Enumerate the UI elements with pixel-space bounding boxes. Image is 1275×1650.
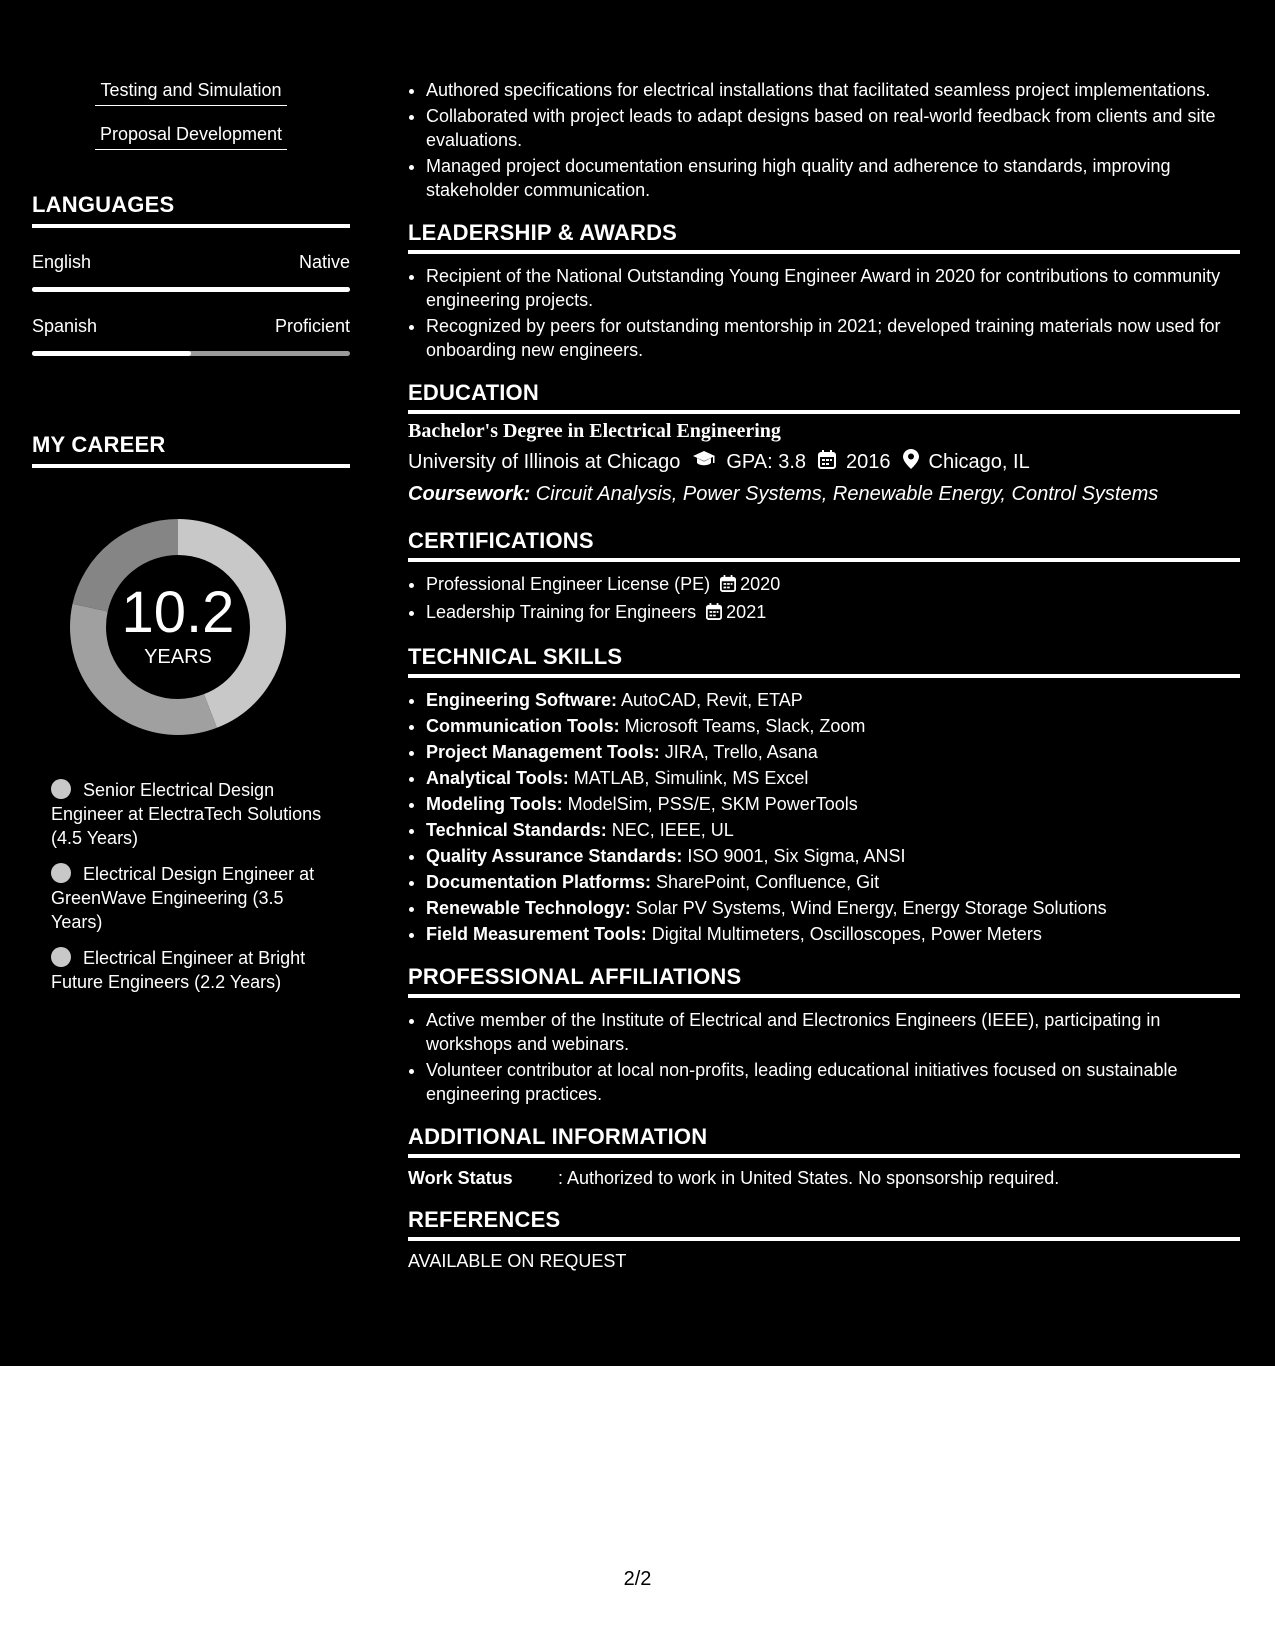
skill-item: Proposal Development <box>95 124 287 150</box>
skill-label: Communication Tools: <box>426 716 620 736</box>
affiliation-item: • Active member of the Institute of Electrical and Electronics Engineers (IEEE), participating in workshops and webinars. <box>426 1008 1240 1056</box>
certification-name: Professional Engineer License (PE) <box>426 574 711 594</box>
skill-label: Field Measurement Tools: <box>426 924 647 944</box>
coursework-list: Circuit Analysis, Power Systems, Renewable Energy, Control Systems <box>530 483 1159 505</box>
references-text: AVAILABLE ON REQUEST <box>408 1251 627 1271</box>
career-item <box>51 946 331 994</box>
award-item: • Recipient of the National Outstanding Young Engineer Award in 2020 for contributions to community engineering projects. <box>426 264 1240 312</box>
career-item-text: Electrical Design Engineer at GreenWave Engineering (3.5 Years) <box>51 864 315 932</box>
technical-skills-heading: TECHNICAL SKILLS <box>408 644 1240 678</box>
additional-info-section <box>408 1124 1240 1189</box>
language-level: Proficient <box>274 316 350 336</box>
career-heading: MY CAREER <box>32 432 350 468</box>
skill-value: Microsoft Teams, Slack, Zoom <box>619 716 866 736</box>
calendar-icon <box>706 602 722 626</box>
certification-item <box>426 600 1240 626</box>
page-number: 2/2 <box>623 1568 652 1590</box>
leadership-heading: LEADERSHIP & AWARDS <box>408 220 1240 254</box>
affiliations-section <box>408 964 1240 1106</box>
career-item <box>51 778 331 850</box>
affiliations-heading: PROFESSIONAL AFFILIATIONS <box>408 964 1240 998</box>
certifications-heading: CERTIFICATIONS <box>408 528 1240 562</box>
work-status-label: Work Status <box>408 1168 513 1188</box>
technical-skill-item <box>426 844 1240 868</box>
certification-name: Leadership Training for Engineers <box>426 602 697 622</box>
calendar-icon <box>818 450 836 475</box>
graduation-year: 2016 <box>846 450 891 473</box>
career-years: 10.2 <box>121 580 235 645</box>
technical-skill-item <box>426 766 1240 790</box>
experience-bullets <box>408 78 1240 202</box>
skill-label: Technical Standards: <box>426 820 607 840</box>
technical-skill-item <box>426 870 1240 894</box>
language-bar <box>32 287 350 292</box>
skill-value: AutoCAD, Revit, ETAP <box>617 690 803 710</box>
skill-label: Analytical Tools: <box>426 768 569 788</box>
bullet-dot-icon <box>51 947 71 967</box>
leadership-section <box>408 220 1240 362</box>
education-section <box>408 380 1240 506</box>
graduation-cap-icon <box>692 450 716 474</box>
skill-value: SharePoint, Confluence, Git <box>651 872 880 892</box>
additional-info-heading: ADDITIONAL INFORMATION <box>408 1124 1240 1158</box>
career-item <box>51 862 331 934</box>
technical-skill-item <box>426 792 1240 816</box>
experience-bullet: • Managed project documentation ensuring high quality and adherence to standards, improving stakeholder communication. <box>426 154 1240 202</box>
skill-item: Testing and Simulation <box>95 80 287 106</box>
technical-skill-item <box>426 740 1240 764</box>
skill-value: JIRA, Trello, Asana <box>659 742 818 762</box>
certification-year: 2021 <box>726 602 767 622</box>
language-bar-fill <box>32 287 350 292</box>
skill-label: Modeling Tools: <box>426 794 563 814</box>
technical-skill-item <box>426 896 1240 920</box>
affiliation-item: • Volunteer contributor at local non-profits, leading educational initiatives focused on sustainable engineering practices. <box>426 1058 1240 1106</box>
career-item-text: Electrical Engineer at Bright Future Engineers (2.2 Years) <box>51 948 306 992</box>
main-content <box>408 78 1240 1272</box>
skill-value: Solar PV Systems, Wind Energy, Energy Storage Solutions <box>630 898 1107 918</box>
coursework-label: Coursework: <box>408 483 531 505</box>
career-years-unit: YEARS <box>144 646 212 668</box>
skill-label: Documentation Platforms: <box>426 872 652 892</box>
degree-title: Bachelor's Degree in Electrical Engineering <box>408 420 781 442</box>
skill-label: Project Management Tools: <box>426 742 660 762</box>
skill-value: MATLAB, Simulink, MS Excel <box>568 768 809 788</box>
technical-skill-item <box>426 922 1240 946</box>
language-bar-fill <box>32 351 191 356</box>
skill-value: ISO 9001, Six Sigma, ANSI <box>682 846 906 866</box>
references-heading: REFERENCES <box>408 1207 1240 1241</box>
skill-label: Engineering Software: <box>426 690 618 710</box>
education-location: Chicago, IL <box>928 450 1030 473</box>
languages-heading: LANGUAGES <box>32 192 350 228</box>
language-name: English <box>32 252 92 272</box>
skill-value: ModelSim, PSS/E, SKM PowerTools <box>562 794 858 814</box>
language-bar <box>32 351 350 356</box>
education-heading: EDUCATION <box>408 380 1240 414</box>
work-status-value: : Authorized to work in United States. No sponsorship required. <box>558 1168 1060 1188</box>
certifications-section <box>408 528 1240 626</box>
award-item: • Recognized by peers for outstanding mentorship in 2021; developed training materials now used for onboarding new engineers. <box>426 314 1240 362</box>
career-donut <box>63 512 293 742</box>
technical-skill-item <box>426 818 1240 842</box>
technical-skill-item <box>426 688 1240 712</box>
language-level: Native <box>298 252 350 272</box>
certification-item <box>426 572 1240 598</box>
skill-label: Renewable Technology: <box>426 898 631 918</box>
skill-value: NEC, IEEE, UL <box>606 820 734 840</box>
language-item <box>32 316 350 356</box>
bullet-dot-icon <box>51 779 71 799</box>
technical-skill-item <box>426 714 1240 738</box>
education-details <box>408 449 1240 475</box>
technical-skills-section <box>408 644 1240 946</box>
career-item-text: Senior Electrical Design Engineer at ElectraTech Solutions (4.5 Years) <box>51 780 322 848</box>
skill-value: Digital Multimeters, Oscilloscopes, Power Meters <box>646 924 1042 944</box>
calendar-icon <box>720 574 736 598</box>
experience-bullet: • Collaborated with project leads to adapt designs based on real-world feedback from clients and site evaluations. <box>426 104 1240 152</box>
sidebar <box>32 80 350 1006</box>
school-name: University of Illinois at Chicago <box>408 450 681 473</box>
career-list <box>32 778 331 994</box>
language-name: Spanish <box>32 316 98 336</box>
language-item <box>32 252 350 292</box>
skill-label: Quality Assurance Standards: <box>426 846 683 866</box>
location-pin-icon <box>903 449 919 475</box>
experience-bullet: • Authored specifications for electrical installations that facilitated seamless project implementations. <box>426 78 1240 102</box>
bullet-dot-icon <box>51 863 71 883</box>
coursework <box>408 483 1240 506</box>
gpa: GPA: 3.8 <box>726 450 807 473</box>
references-section <box>408 1207 1240 1272</box>
certification-year: 2020 <box>740 574 781 594</box>
